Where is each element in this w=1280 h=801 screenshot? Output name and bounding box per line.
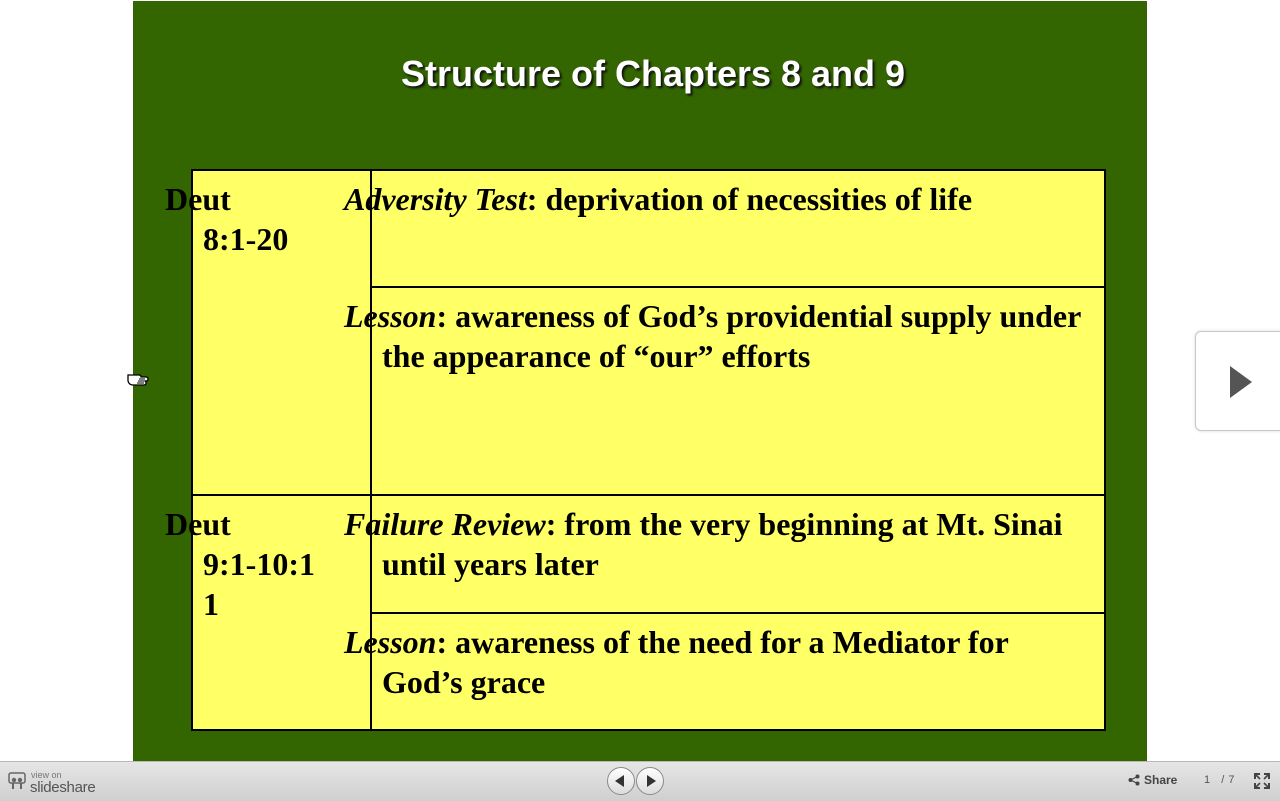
hand-pointer-icon: [126, 366, 150, 390]
cell-text: : awareness of the need for a Mediator for God’s grace: [382, 623, 1009, 700]
brand-caption: view on: [31, 770, 62, 780]
content-cell: [344, 170, 1105, 287]
structure-table: [165, 169, 1106, 731]
content-cell: [344, 287, 1105, 495]
slide: [133, 1, 1147, 761]
reference-book: Deut: [165, 181, 231, 217]
slide-title: Structure of Chapters 8 and 9: [400, 53, 906, 94]
cell-text: : awareness of God’s providential supply under the appearance of “our” efforts: [382, 298, 1081, 375]
fullscreen-icon[interactable]: [1254, 773, 1270, 789]
reference-verses: 9:1-10:1: [203, 546, 315, 583]
chevron-left-icon: [615, 775, 624, 787]
content-cell: [344, 613, 1105, 730]
share-icon: [1128, 774, 1140, 786]
cell-label: Failure Review: [344, 506, 546, 543]
previous-slide-button[interactable]: [607, 767, 635, 795]
page-indicator: [1204, 774, 1235, 786]
play-arrow-icon: [1230, 366, 1252, 398]
cell-text: : from the very beginning at Mt. Sinai until years later: [382, 506, 1063, 583]
reference-book: Deut: [165, 506, 231, 543]
player-toolbar: [0, 761, 1280, 801]
page-current: 1: [1204, 774, 1211, 786]
next-slide-button[interactable]: [636, 767, 664, 795]
cell-label: Adversity Test: [344, 181, 527, 217]
content-cell: [344, 495, 1105, 612]
brand-name: slideshare: [30, 779, 96, 796]
reference-verses: 8:1-20: [203, 221, 289, 257]
chevron-right-icon: [647, 775, 656, 787]
next-slide-tab[interactable]: [1195, 331, 1280, 431]
slideshare-logo-icon: [8, 772, 26, 790]
cell-label: Lesson: [344, 298, 437, 335]
share-button[interactable]: [1128, 773, 1177, 787]
table-row: [192, 170, 1105, 287]
cell-text: : deprivation of necessities of life: [526, 181, 973, 217]
page-total: / 7: [1221, 774, 1236, 786]
reference-verses-cont: 1: [203, 586, 219, 623]
share-label: Share: [1144, 773, 1178, 787]
table-row: [192, 495, 1105, 612]
cell-label: Lesson: [344, 623, 437, 660]
